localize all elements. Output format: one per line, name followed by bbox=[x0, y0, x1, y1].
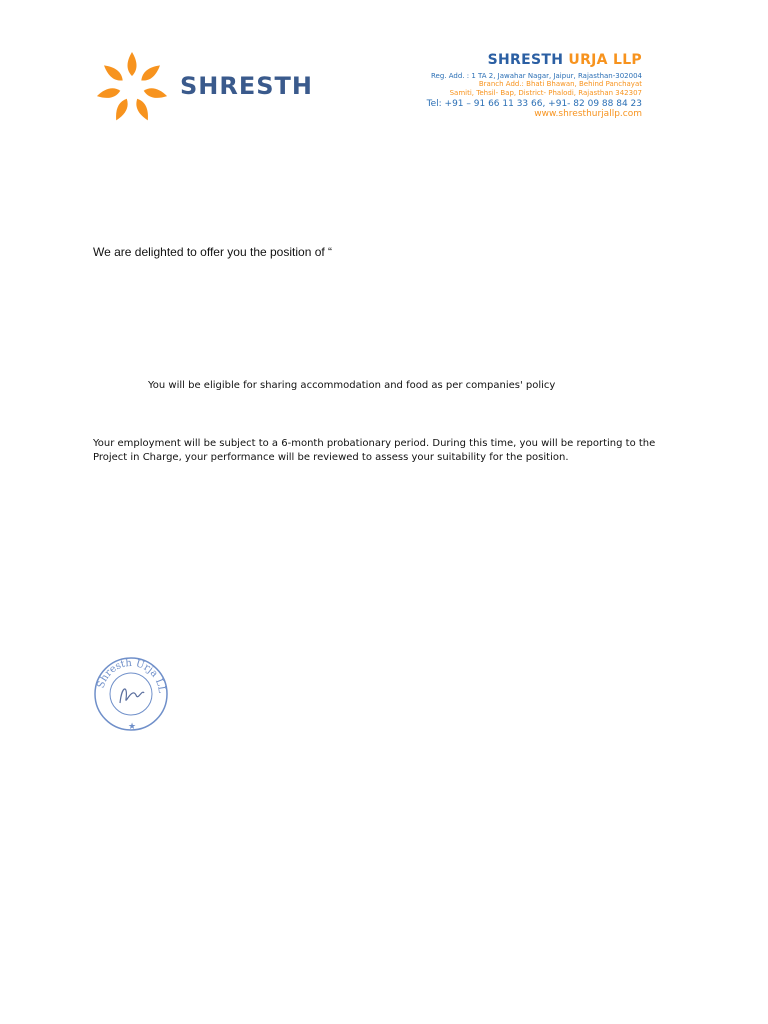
branch-address-line1: Branch Add.: Bhati Bhawan, Behind Panchayat bbox=[478, 80, 642, 88]
company-name-part1: SHRESTH bbox=[487, 52, 564, 68]
seal-icon bbox=[92, 655, 170, 733]
signature-scribble bbox=[120, 689, 144, 703]
letterhead-contact-block bbox=[427, 52, 642, 119]
probation-paragraph: Your employment will be subject to a 6-month probationary period. During this time, you will be reporting to the Project in Charge, your performance will be reviewed to assess your suitability for the position. bbox=[93, 438, 656, 463]
website-link[interactable]: www.shresthurjallp.com bbox=[534, 109, 642, 119]
seal-text: Shresth Urja LL bbox=[95, 657, 168, 694]
company-name bbox=[427, 52, 642, 68]
company-name-part2: URJA LLP bbox=[568, 52, 642, 68]
company-seal-stamp bbox=[92, 655, 170, 733]
registered-address: Reg. Add. : 1 TA 2, Jawahar Nagar, Jaipur, Rajasthan-302004 bbox=[431, 72, 642, 80]
logo-wordmark: SHRESTH bbox=[180, 72, 313, 100]
accommodation-line: You will be eligible for sharing accommodation and food as per companies' policy bbox=[148, 380, 556, 391]
svg-text:Shresth Urja LLP bbox=[92, 655, 167, 694]
offer-line: We are delighted to offer you the position of “ bbox=[93, 245, 333, 259]
sun-logo-icon bbox=[96, 48, 176, 128]
company-logo bbox=[96, 48, 316, 128]
telephone: Tel: +91 – 91 66 11 33 66, +91- 82 09 88 84 23 bbox=[426, 99, 642, 109]
svg-text:★: ★ bbox=[128, 722, 137, 732]
branch-address-line2: Samiti, Tehsil- Bap, District- Phalodi, Rajasthan 342307 bbox=[449, 89, 642, 97]
